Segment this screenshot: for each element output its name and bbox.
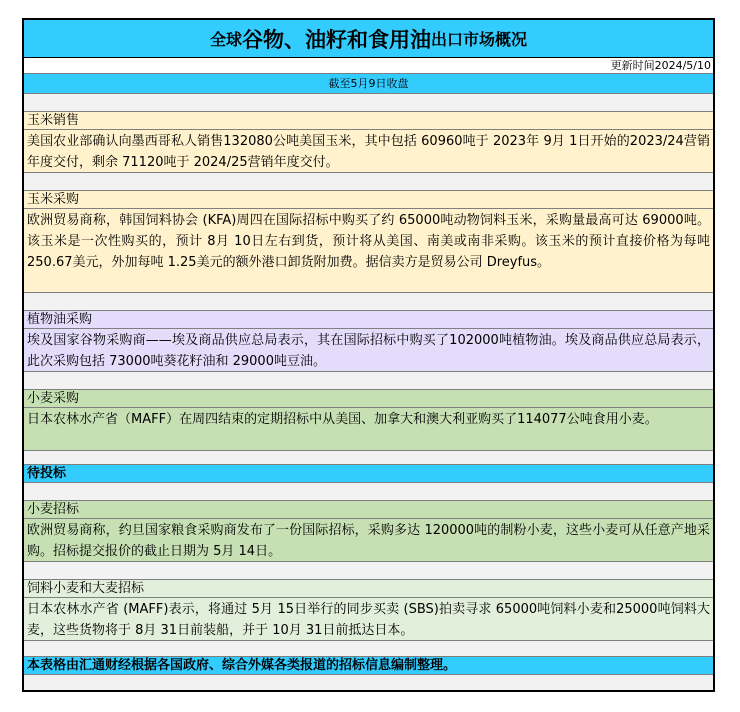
section-heading-pending-tenders: 待投标: [24, 465, 713, 483]
title-part-main: 谷物、油籽和食用油: [242, 26, 431, 52]
spacer-row: [24, 483, 713, 501]
close-note: 截至5月9日收盘: [24, 74, 713, 94]
spacer-row: [24, 641, 713, 657]
section-heading-corn-purchase: 玉米采购: [24, 191, 713, 209]
section-heading-wheat-purchase: 小麦采购: [24, 390, 713, 408]
section-body-wheat-tender: 欧洲贸易商称，约旦国家粮食采购商发布了一份国际招标，采购多达 120000吨的制粉小麦，这些小麦可从任意产地采购。招标提交报价的截止日期为 5月 14日。: [24, 519, 713, 562]
spacer-row: [24, 372, 713, 390]
section-body-corn-sales: 美国农业部确认向墨西哥私人销售132080公吨美国玉米，其中包括 60960吨于 2023年 9月 1日开始的2023/24营销年度交付，剩余 71120吨于 2024/25营销年度交付。: [24, 130, 713, 173]
section-heading-feed-tender: 饲料小麦和大麦招标: [24, 580, 713, 598]
spacer-row: [24, 173, 713, 191]
section-body-wheat-purchase: 日本农林水产省（MAFF）在周四结束的定期招标中从美国、加拿大和澳大利亚购买了114077公吨食用小麦。: [24, 408, 713, 451]
spacer-row: [24, 94, 713, 112]
spacer-row: [24, 293, 713, 311]
section-body-feed-tender: 日本农林水产省 (MAFF)表示，将通过 5月 15日举行的同步买卖 (SBS)拍卖寻求 65000吨饲料小麦和25000吨饲料大麦，这些货物将于 8月 31日前装船，并于 10月 31日前抵达日本。: [24, 598, 713, 641]
spacer-row: [24, 451, 713, 465]
overview-sheet: [22, 18, 715, 692]
spacer-row: [24, 675, 713, 690]
title-part-export: 出口市场概况: [431, 30, 528, 49]
section-heading-vegoil-purchase: 植物油采购: [24, 311, 713, 329]
update-time: 更新时间2024/5/10: [24, 58, 713, 74]
section-body-corn-purchase: 欧洲贸易商称，韩国饲料协会 (KFA)周四在国际招标中购买了约 65000吨动物饲料玉米，采购量最高可达 69000吨。该玉米是一次性购买的，预计 8月 10日左右到货，预计将从美国、南美或南非采购。该玉米的预计直接价格为每吨 250.67美元，外加每吨 1.25美元的额外港口卸货附加费。据信卖方是贸易公司 Dreyfus。: [24, 209, 713, 293]
sheet-title: [24, 20, 713, 58]
section-body-vegoil-purchase: 埃及国家谷物采购商——埃及商品供应总局表示，其在国际招标中购买了102000吨植物油。埃及商品供应总局表示，此次采购包括 73000吨葵花籽油和 29000吨豆油。: [24, 329, 713, 372]
spacer-row: [24, 562, 713, 580]
section-heading-wheat-tender: 小麦招标: [24, 501, 713, 519]
title-part-global: 全球: [209, 30, 242, 49]
section-heading-corn-sales: 玉米销售: [24, 112, 713, 130]
footer-note: 本表格由汇通财经根据各国政府、综合外媒各类报道的招标信息编制整理。: [24, 657, 713, 675]
